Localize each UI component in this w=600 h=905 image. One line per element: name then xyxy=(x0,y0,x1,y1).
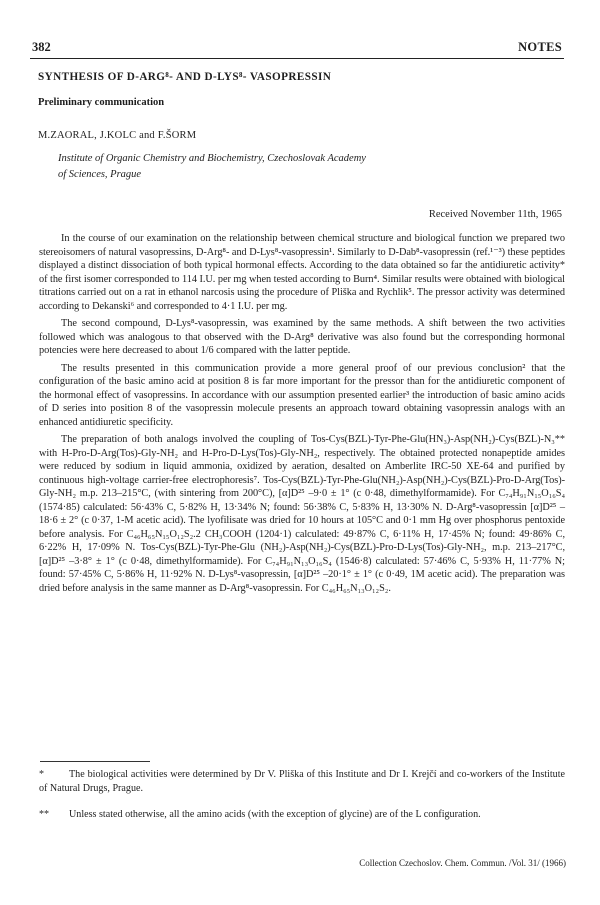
body-paragraph: The preparation of both analogs involved the coupling of Tos-Cys(BZL)-Tyr-Phe-Glu(HN₃)-Asp(NH₂)-Cys(BZL)-N₃** with H-Pro-D-Arg(Tos)-Gly-NH₂ and H-Pro-D-Lys(Tos)-Gly-NH₂, respectively. The obtained protected nonapeptide amides were reduced by sodium in liquid ammonia, oxidized by aeration, desalted on Amberlite IRC-50 XE-64 and purified by continuous high-voltage carrier-free electrophoresis⁷. Tos-Cys(BZL)-Tyr-Phe-Glu(NH₂)-Asp(NH₂)-Cys(BZL)-Pro-D-Arg(Tos)-Gly-NH₂ m.p. 213–215°C, (with sintering from 200°C), [α]D²⁵ –9·0 ± 1° (c 0·48, dimethylformamide). For C₇₄H₉₁N₁₅O₁₆S₄ (1574·85) calculated: 56·43% C, 5·82% H, 13·34% N; found: 56·38% C, 5·83% H, 13·30% N. D-Arg⁸-vasopressin [α]D²⁵ –18·6 ± 2° (c 0·37, 1-M acetic acid). The lyofilisate was dried for 10 hours at 105°C and 0·1 mm Hg over phosphorus pentoxide before analysis. For C₄₆H₆₅N₁₅O₁₂S₂.2 CH₃COOH (1204·1) calculated: 49·87% C, 6·11% H, 17·45% N; found: 49·86% C, 6·22% H, 17·09% N. Tos-Cys(BZL)-Tyr-Phe-Glu (NH₂)-Asp(NH₂)-Cys(BZL)-Pro-D-Lys(Tos)-Gly-NH₂, m.p. 213–217°C, [α]D²⁵ –3·8° ± 1° (c 0·48, dimethylformamide). For C₇₄H₉₁N₁₃O₁₆S₄ (1546·8) calculated: 57·46% C, 5·93% H, 11·77% N; found: 57·45% C, 5·86% H, 11·92% N. D-Lys⁸-vasopressin, [α]D²⁵ –20·1° ± 1° (c 0·49, 1M acetic acid). The preparation was dried before analysis in the same manner as D-Arg⁸-vasopressin. For C₄₆H₆₅N₁₃O₁₂S₂. xyxy=(39,434,565,594)
article-title: SYNTHESIS OF D-ARG⁸- AND D-LYS⁸- VASOPRESSIN xyxy=(38,71,332,83)
footnote-rule xyxy=(40,761,150,762)
body-paragraph: The second compound, D-Lys⁸-vasopressin, was examined by the same methods. A shift between the two activities followed which was analogous to that observed with the D-Arg⁸ derivative was also found but the corresponding hormonal potencies were here decreased to about 1/6 compared with the latter peptide. xyxy=(39,318,565,356)
article-body xyxy=(39,232,565,599)
journal-citation: Collection Czechoslov. Chem. Commun. /Vol. 31/ (1966) xyxy=(359,858,566,868)
affiliation-line: of Sciences, Prague xyxy=(58,169,142,180)
footnote-text: The biological activities were determined by Dr V. Pliška of this Institute and Dr I. Krejčí and co-workers of the Institute of Natural Drugs, Prague. xyxy=(39,769,565,794)
affiliation-line: Institute of Organic Chemistry and Biochemistry, Czechoslovak Academy xyxy=(58,153,366,164)
page-number: 382 xyxy=(32,40,51,54)
header-rule xyxy=(30,58,564,59)
footnote xyxy=(39,808,565,822)
body-paragraph: The results presented in this communication provide a more general proof of our previous conclusion² that the configuration of the basic amino acid at position 8 is far more important for the pressor than for the antidiuretic component of the hormonal effect of vasopressins. In accordance with our assumption presented earlier³ the introduction of basic amino acids of D series into position 8 of the vasopressin molecule presents an approach toward obtaining vasopressin analogs with an enhanced antidiuretic specificity. xyxy=(39,362,565,428)
section-name: NOTES xyxy=(518,40,562,54)
body-paragraph: In the course of our examination on the relationship between chemical structure and biological function we prepared two stereoisomers of natural vasopressins, D-Arg⁸- and D-Lys⁸-vasopressin¹. Similarly to D-Dab⁸-vasopressin (ref.¹⁻³) these peptides displayed a distinct dissociation of both typical hormonal effects. According to the data obtained so far the antidiuretic activity* of the first isomer corresponded to 114 I.U. per mg when tested according to Burn⁴. Similar results were obtained with biological titrations carried out on a rat in ethanol narcosis using the procedure of Pliška and Rychlik⁵. The pressor activity was determined according to Dekanski⁶ and corresponded to 4·1 I.U. per mg. xyxy=(39,233,565,312)
footnote-mark: * xyxy=(39,769,45,780)
article-type: Preliminary communication xyxy=(38,97,165,108)
running-header xyxy=(32,40,562,56)
footnote xyxy=(39,768,565,795)
author-list: M.ZAORAL, J.KOLC and F.ŠORM xyxy=(38,130,197,141)
footnote-mark: ** xyxy=(39,809,50,820)
footnote-text: Unless stated otherwise, all the amino acids (with the exception of glycine) are of the L configuration. xyxy=(69,809,481,820)
received-date: Received November 11th, 1965 xyxy=(428,209,562,220)
affiliation xyxy=(58,151,528,183)
